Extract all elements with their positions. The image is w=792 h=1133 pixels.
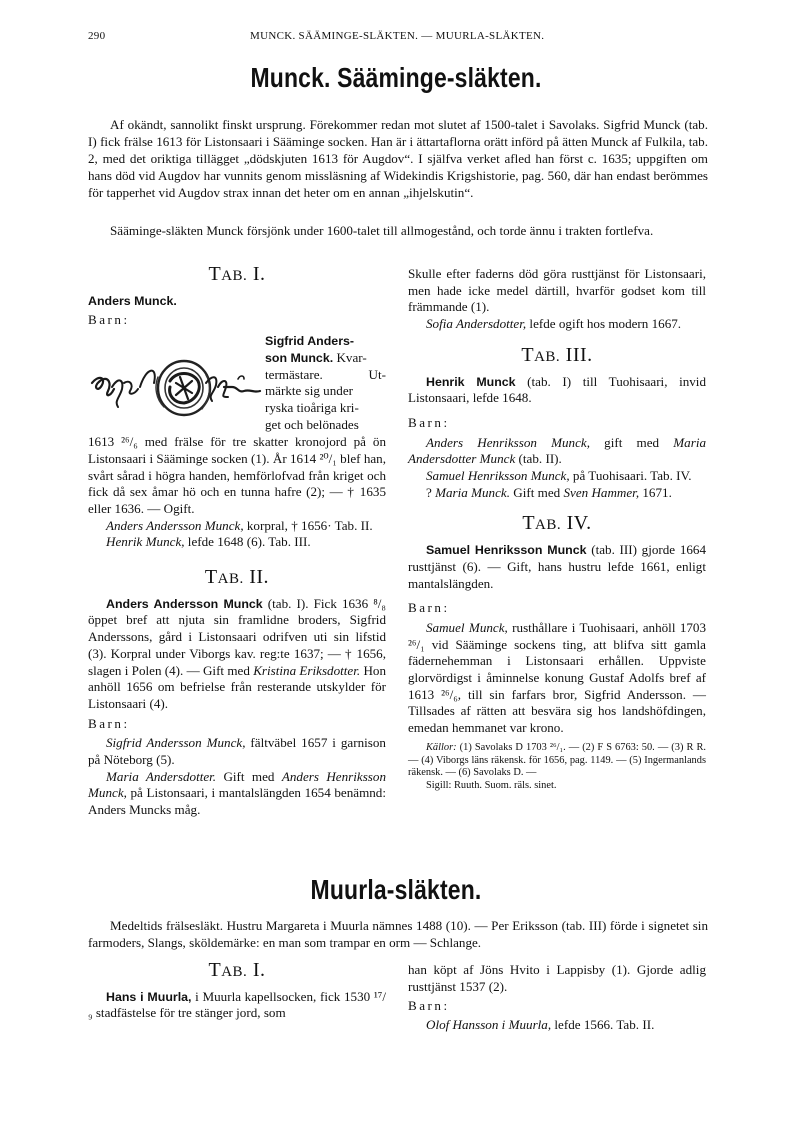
section-title-munck: Munck. Sääminge-släkten. [250,62,542,93]
tab-heading-1: TAB. I. [208,263,266,285]
muurla-tab-heading-1: TAB. I. [208,959,266,981]
tab-heading-3: TAB. III. [521,343,593,366]
tab2-entry: Anders Andersson Munck (tab. I). Fick 1636 ⁸/₈ öppet bref att njuta sin framlidne broders, Sigfrid Anderssons, gård i Listonsaari odrifven uti sin lifstid (3). Korpral under Viborgs kav. reg:te 1637; — † 1656, slagen i Polen (4). — Gift med Kristina Eriksdotter. Hon anhöll 1656 om befrielse från resterande utskylder för Listonsaari (4). [88,595,386,711]
muurla-intro: Medeltids frälsesläkt. Hustru Margareta i Muurla nämnes 1488 (10). — Per Eriksson (tab. III) förde i signetet sin farmoders, Slangs, sköldemärke: en man som trampar en orm — Schlange. [88,918,708,950]
child-anders-andersson: Anders Andersson Munck, korpral, † 1656· Tab. II. [106,517,373,533]
tab2-continuation: Skulle efter faderns död göra rusttjänst för Listonsaari, men hade icke medel därtill, hvarför godset kom till främmande (1). [408,266,706,315]
tab3-entry: Henrik Munck (tab. I) till Tuohisaari, invid Listonsaari, lefde 1648. [408,373,706,406]
left-column [88,263,386,819]
sigfrid-text: 1613 ²⁶/₆ med frälse för tre skatter kronojord på ön Listonsaari i Sääminge socken (1). År 1614 ²⁰/₁ blef han, svårt sårad i högra handen, hemförlofvad från kriget och fick då sex åmar hö och en tunna hafre (2); — † 1635 eller 1636. — Ogift. [88,434,386,516]
sigfrid-name: Sigfrid Anders- [265,334,355,349]
sigill-footnote: Sigill: Ruuth. Suom. räls. sinet. [426,780,557,792]
munck-intro-2: Sääminge-släkten Munck försjönk under 1600-talet till allmogestånd, och torde ännu i trakten fortlefva. [110,223,654,238]
child-sofia: Sofia Andersdotter, lefde ogift hos modern 1667. [426,316,682,332]
sigfrid-entry-top: Sigfrid Anders- son Munck. Kvar- termästare. Ut- märkte sig under ryska tioåriga kri- get och belönades [265,334,386,432]
child-henrik: Henrik Munck, lefde 1648 (6). Tab. III. [106,534,311,550]
tab4-child-samuel: Samuel Munck, rusthållare i Tuohisaari, anhöll 1703 ²⁶/₁ vid Sääminge sockens ting, att blifva sitt gamla fädernehemman i Listonsaari erhållen. Uppviste glorvördigst i åminnelse konung Gustaf Adolfs bref af 1613 ²⁶/₆, till sin farfars bror, Sigfrid Andersson. — Tillsades af rätten att besvära sig hos landshöfdingen, emedan hemmanet var krono. [408,619,707,736]
tab2-child-maria: Maria Andersdotter. Gift med Anders Henriksson Munck, på Listonsaari, i mantalslängden 1654 benämnd: Anders Muncks måg. [88,768,386,818]
sources-footnote: Källor: (1) Savolaks D 1703 ²⁶/₁. — (2) F S 6763: 50. — (3) R R. — (4) Viborgs läns räkensk. för 1656, pag. 1149. — (5) Ingermanlands räkensk. — (6) Savolaks D. — [408,741,706,779]
tab3-barn-label: Barn: [408,414,450,430]
page-number: 290 [88,30,106,42]
section-title-muurla: Muurla-släkten. [310,874,482,905]
tab-heading-2: TAB. II. [204,566,270,589]
child-olof: Olof Hansson i Muurla, lefde 1566. Tab. II. [426,1017,655,1033]
signature-seal-image [88,357,268,419]
tab-heading-4: TAB. IV. [522,512,592,535]
tab2-child-sigfrid: Sigfrid Andersson Munck, fältväbel 1657 i garnison på Nöteborg (5). [88,735,386,768]
munck-intro: Af okändt, sannolikt finskt ursprung. Förekommer redan mot slutet af 1500-talet i Savolaks. Sigfrid Munck (tab. I) fick frälse 1613 för Listonsaari i Sääminge socken. Han är i ättartaflorna orätt införd på ätten Munck af Fulkila, tab. 2, med det oriktiga tillägget „dödskjuten 1613 för Augdov“. I själfva verket afled han först c. 1635; uppgiften om hans död vid Augdov har vunnits genom missläsning af Widekindis Krigshistorie, pag. 560, där han endast berömmes för tapperhet vid Augdov strax innan det heter om en annan „ihjelskutin“. [88,117,708,200]
anders-munck: Anders Munck. [88,293,177,308]
tab3-child-anders: Anders Henriksson Munck, gift med Maria Andersdotter Munck (tab. II). [408,434,706,467]
running-title: MUNCK. SÄÄMINGE-SLÄKTEN. — MUURLA-SLÄKTEN. [250,30,545,42]
tab4-barn-label: Barn: [408,600,450,616]
barn-label: Barn: [88,312,130,328]
tab4-entry: Samuel Henriksson Munck (tab. III) gjorde 1664 rusttjänst (6). — Gift, hans hustru lefde 1661, enligt mantalslängden. [408,542,707,591]
hans-entry: Hans i Muurla, i Muurla kapellsocken, fick 1530 ¹⁷/₉ stadfästelse för tre stänger jord, som [88,988,386,1021]
tab3-child-samuel: Samuel Henriksson Munck, på Tuohisaari. Tab. IV. [426,468,692,484]
right-column [408,266,706,793]
tab3-child-maria: ? Maria Munck. Gift med Sven Hammer, 1671. [426,484,672,500]
muurla-right-column [408,962,706,1034]
tab2-barn-label: Barn: [88,715,130,731]
hans-continuation: han köpt af Jöns Hvito i Lappisby (1). Gjorde adlig rusttjänst 1537 (2). [408,962,706,994]
muurla-left-column [88,959,386,1022]
muurla-barn-label: Barn: [408,998,450,1014]
